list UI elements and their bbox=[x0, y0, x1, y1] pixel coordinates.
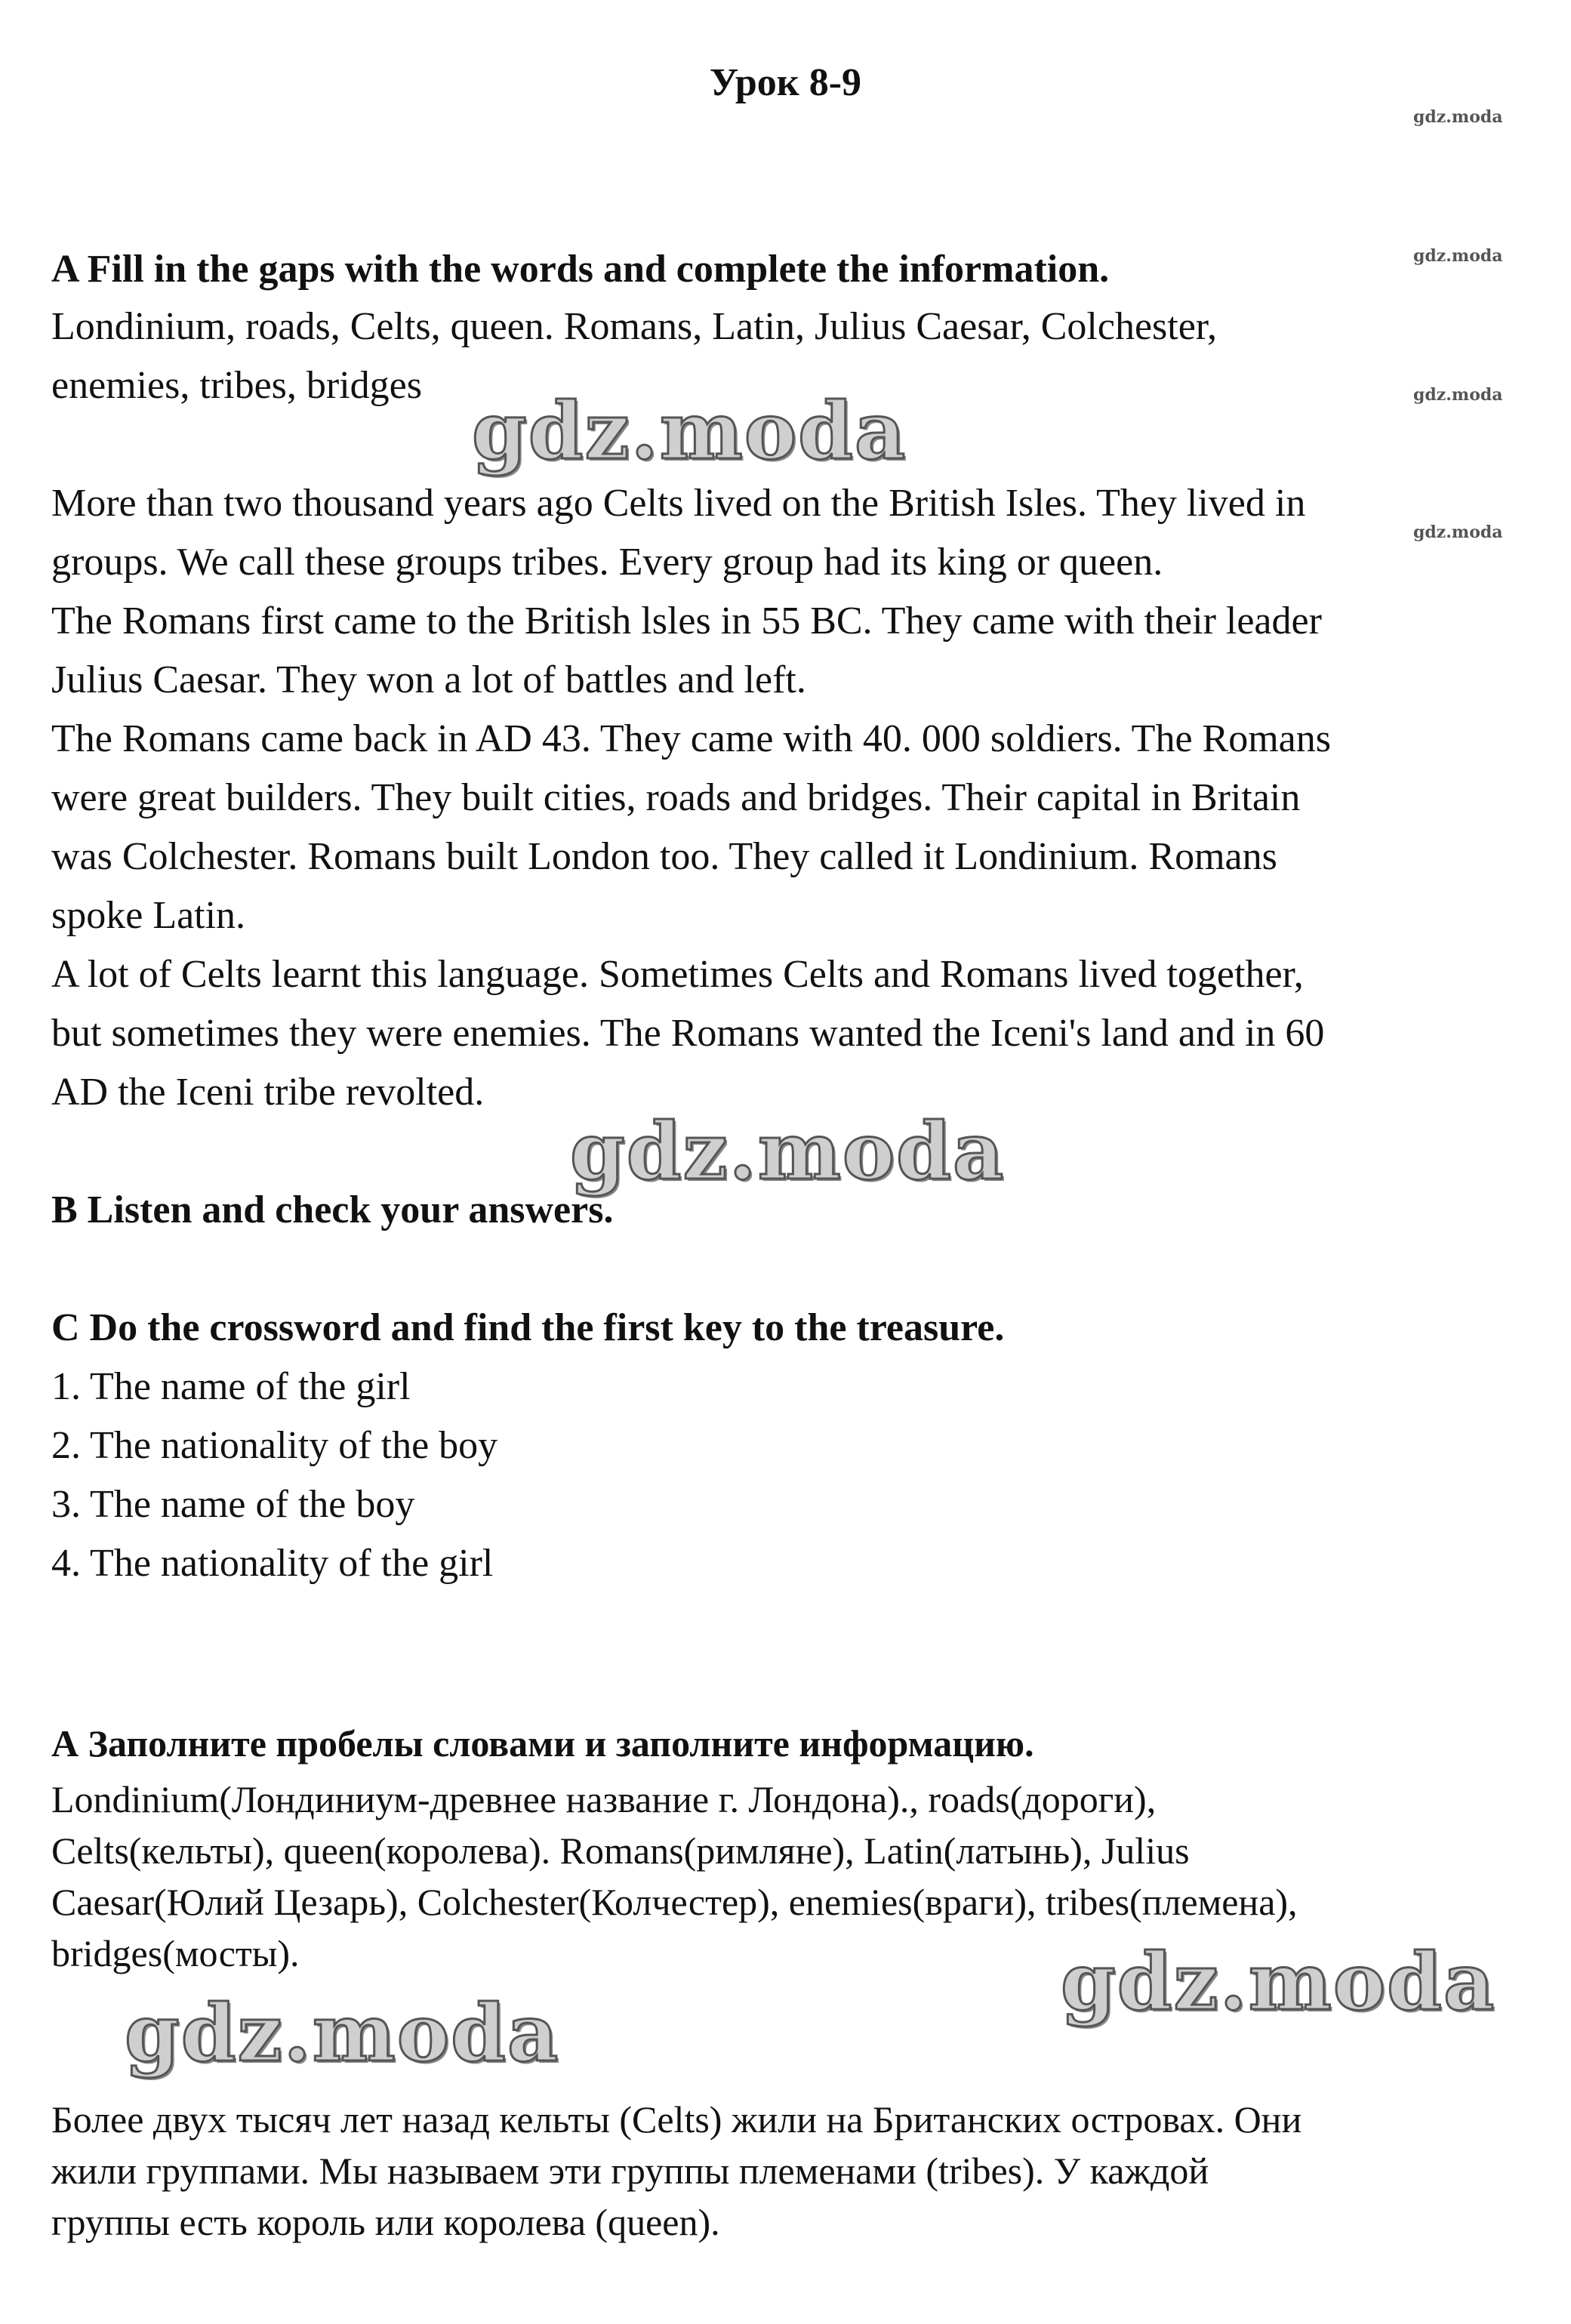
watermark-large: gdz.moda bbox=[1061, 1935, 1496, 2028]
translation-heading: А Заполните пробелы словами и заполните информацию. bbox=[51, 1722, 1034, 1765]
watermark-small: gdz.moda bbox=[1413, 246, 1503, 266]
text-line: spoke Latin. bbox=[51, 894, 246, 937]
translation-word-line: Caesar(Юлий Цезарь), Colchester(Колчестер), enemies(враги), tribes(племена), bbox=[51, 1881, 1298, 1923]
text-line: but sometimes they were enemies. The Romans wanted the Iceni's land and in 60 bbox=[51, 1012, 1325, 1055]
text-line: AD the Iceni tribe revolted. bbox=[51, 1071, 485, 1114]
watermark-small: gdz.moda bbox=[1413, 385, 1503, 405]
list-item: 3. The name of the boy bbox=[51, 1483, 415, 1526]
word-bank-line: Londinium, roads, Celts, queen. Romans, Latin, Julius Caesar, Colchester, bbox=[51, 305, 1218, 348]
section-c-heading: C Do the crossword and find the first key to the treasure. bbox=[51, 1306, 1005, 1349]
section-b-heading: B Listen and check your answers. bbox=[51, 1188, 614, 1231]
text-line: was Colchester. Romans built London too. They called it Londinium. Romans bbox=[51, 835, 1277, 878]
text-line: The Romans came back in AD 43. They came with 40. 000 soldiers. The Romans bbox=[51, 717, 1331, 760]
translation-text-line: Более двух тысяч лет назад кельты (Celts) жили на Британских островах. Они bbox=[51, 2098, 1302, 2141]
text-line: Julius Caesar. They won a lot of battles and left. bbox=[51, 658, 806, 701]
list-item: 2. The nationality of the boy bbox=[51, 1424, 498, 1467]
translation-word-line: Londinium(Лондиниум-древнее название г. Лондона)., roads(дороги), bbox=[51, 1778, 1157, 1820]
watermark-large: gdz.moda bbox=[472, 384, 907, 477]
watermark-small: gdz.moda bbox=[1413, 107, 1503, 127]
watermark-small: gdz.moda bbox=[1413, 522, 1503, 542]
text-line: More than two thousand years ago Celts lived on the British Isles. They lived in bbox=[51, 482, 1306, 525]
translation-word-line: Celts(кельты), queen(королева). Romans(римляне), Latin(латынь), Julius bbox=[51, 1829, 1190, 1872]
text-line: were great builders. They built cities, roads and bridges. Their capital in Britain bbox=[51, 776, 1301, 819]
page-title: Урок 8-9 bbox=[709, 61, 862, 104]
watermark-large: gdz.moda bbox=[125, 1986, 560, 2079]
text-line: groups. We call these groups tribes. Every group had its king or queen. bbox=[51, 541, 1163, 584]
section-a-heading: A Fill in the gaps with the words and complete the information. bbox=[51, 248, 1110, 291]
list-item: 1. The name of the girl bbox=[51, 1365, 411, 1408]
text-line: The Romans first came to the British lsles in 55 BC. They came with their leader bbox=[51, 599, 1322, 643]
text-line: A lot of Celts learnt this language. Sometimes Celts and Romans lived together, bbox=[51, 953, 1304, 996]
translation-word-line: bridges(мосты). bbox=[51, 1932, 300, 1974]
watermark-large: gdz.moda bbox=[570, 1105, 1006, 1197]
word-bank-line: enemies, tribes, bridges bbox=[51, 364, 422, 407]
translation-text-line: группы есть король или королева (queen). bbox=[51, 2201, 720, 2243]
list-item: 4. The nationality of the girl bbox=[51, 1542, 494, 1585]
translation-text-line: жили группами. Мы называем эти группы племенами (tribes). У каждой bbox=[51, 2150, 1209, 2192]
